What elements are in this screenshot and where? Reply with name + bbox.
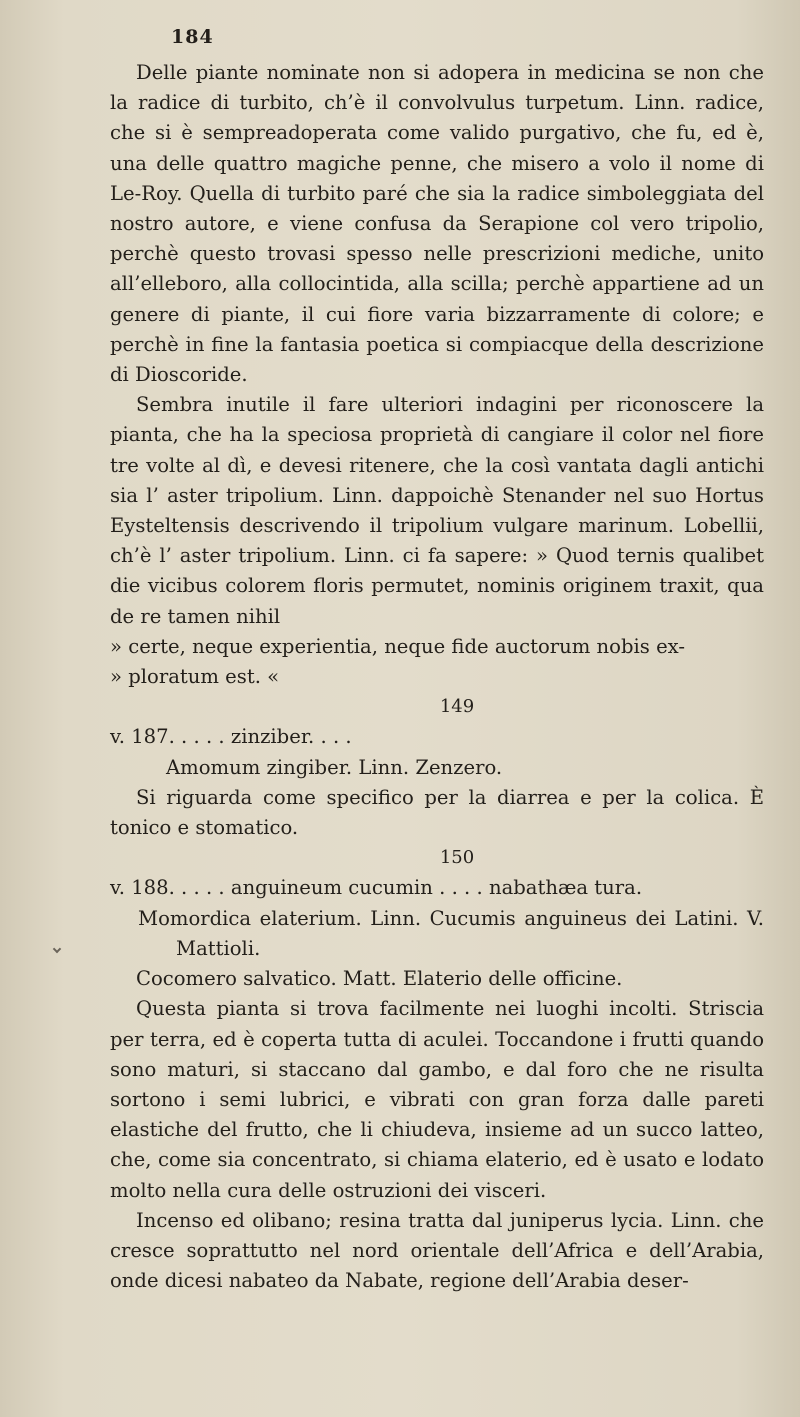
page-number: 184 — [171, 26, 214, 48]
species-momordica: Momordica elaterium. Linn. Cucumis anguineus dei Latini. V. Mattioli. — [138, 906, 764, 960]
note-number-150: 150 — [439, 847, 475, 869]
paragraph-elaterio: Questa pianta si trova facilmente nei luoghi incolti. Striscia per terra, ed è coperta tutta di aculei. Toccandone i frutti quando sono maturi, si staccano dal gambo, e dal foro che ne risulta sortono i semi lubrici, e vibrati con gran forza dalle pareti elastiche del frutto, che li chiudeva, insieme ad un succo latteo, che, come sia concentrato, si chiama elaterio, ed è usato e lodato molto nella cura delle ostruzioni dei visceri. — [110, 997, 764, 1202]
verse-reference-187: v. 187. . . . . zinziber. . . . — [110, 725, 352, 749]
quote-line-1: » certe, neque experientia, neque fide auctorum nobis ex- — [110, 634, 685, 658]
species-amomum: Amomum zingiber. Linn. Zenzero. — [166, 755, 503, 779]
paragraph-turbito: Delle piante nominate non si adopera in medicina se non che la radice di turbito, ch’è il convolvulus turpetum. Linn. radice, che si è sempreadoperata come valido purgativo, che fu, ed è, una delle quattro magiche penne, che misero a volo il nome di Le-Roy. Quella di turbito paré che sia la radice simboleggiata del nostro autore, e viene confusa da Serapione col vero tripolio, perchè questo trovasi spesso nelle prescrizioni mediche, unito all’elleboro, alla collocintida, alla scilla; perchè appartiene ad un genere di piante, il cui fiore varia bizzarramente di colore; e perchè in fine la fantasia poetica si compiacque della descrizione di Dioscoride. — [110, 61, 764, 387]
verse-reference-188: v. 188. . . . . anguineum cucumin . . . . nabathæa tura. — [110, 876, 643, 900]
note-number-149: 149 — [439, 696, 475, 718]
quote-line-2: » ploratum est. « — [110, 665, 280, 689]
paragraph-incenso: Incenso ed olibano; resina tratta dal juniperus lycia. Linn. che cresce soprattutto nel nord orientale dell’Africa e dell’Arabia, onde dicesi nabateo da Nabate, regione dell’Arabia deser- — [110, 1208, 764, 1293]
paragraph-zenzero: Si riguarda come specifico per la diarrea e per la colica. È tonico e stomatico. — [110, 785, 764, 840]
paragraph-cocomero: Cocomero salvatico. Matt. Elaterio delle officine. — [136, 967, 623, 991]
paragraph-tripolium: Sembra inutile il fare ulteriori indagini per riconoscere la pianta, che ha la speciosa proprietà di cangiare il color nel fiore tre volte al dì, e devesi ritenere, che la così vantata dagli antichi sia l’ aster tripolium. Linn. dappoichè Stenander nel suo Hortus Eysteltensis descrivendo il tripolium vulgare marinum. Lobellii, ch’è l’ aster tripolium. Linn. ci fa sapere: » Quod ternis qualibet die vicibus colorem floris permutet, nominis originem traxit, qua de re tamen nihil — [110, 393, 764, 628]
